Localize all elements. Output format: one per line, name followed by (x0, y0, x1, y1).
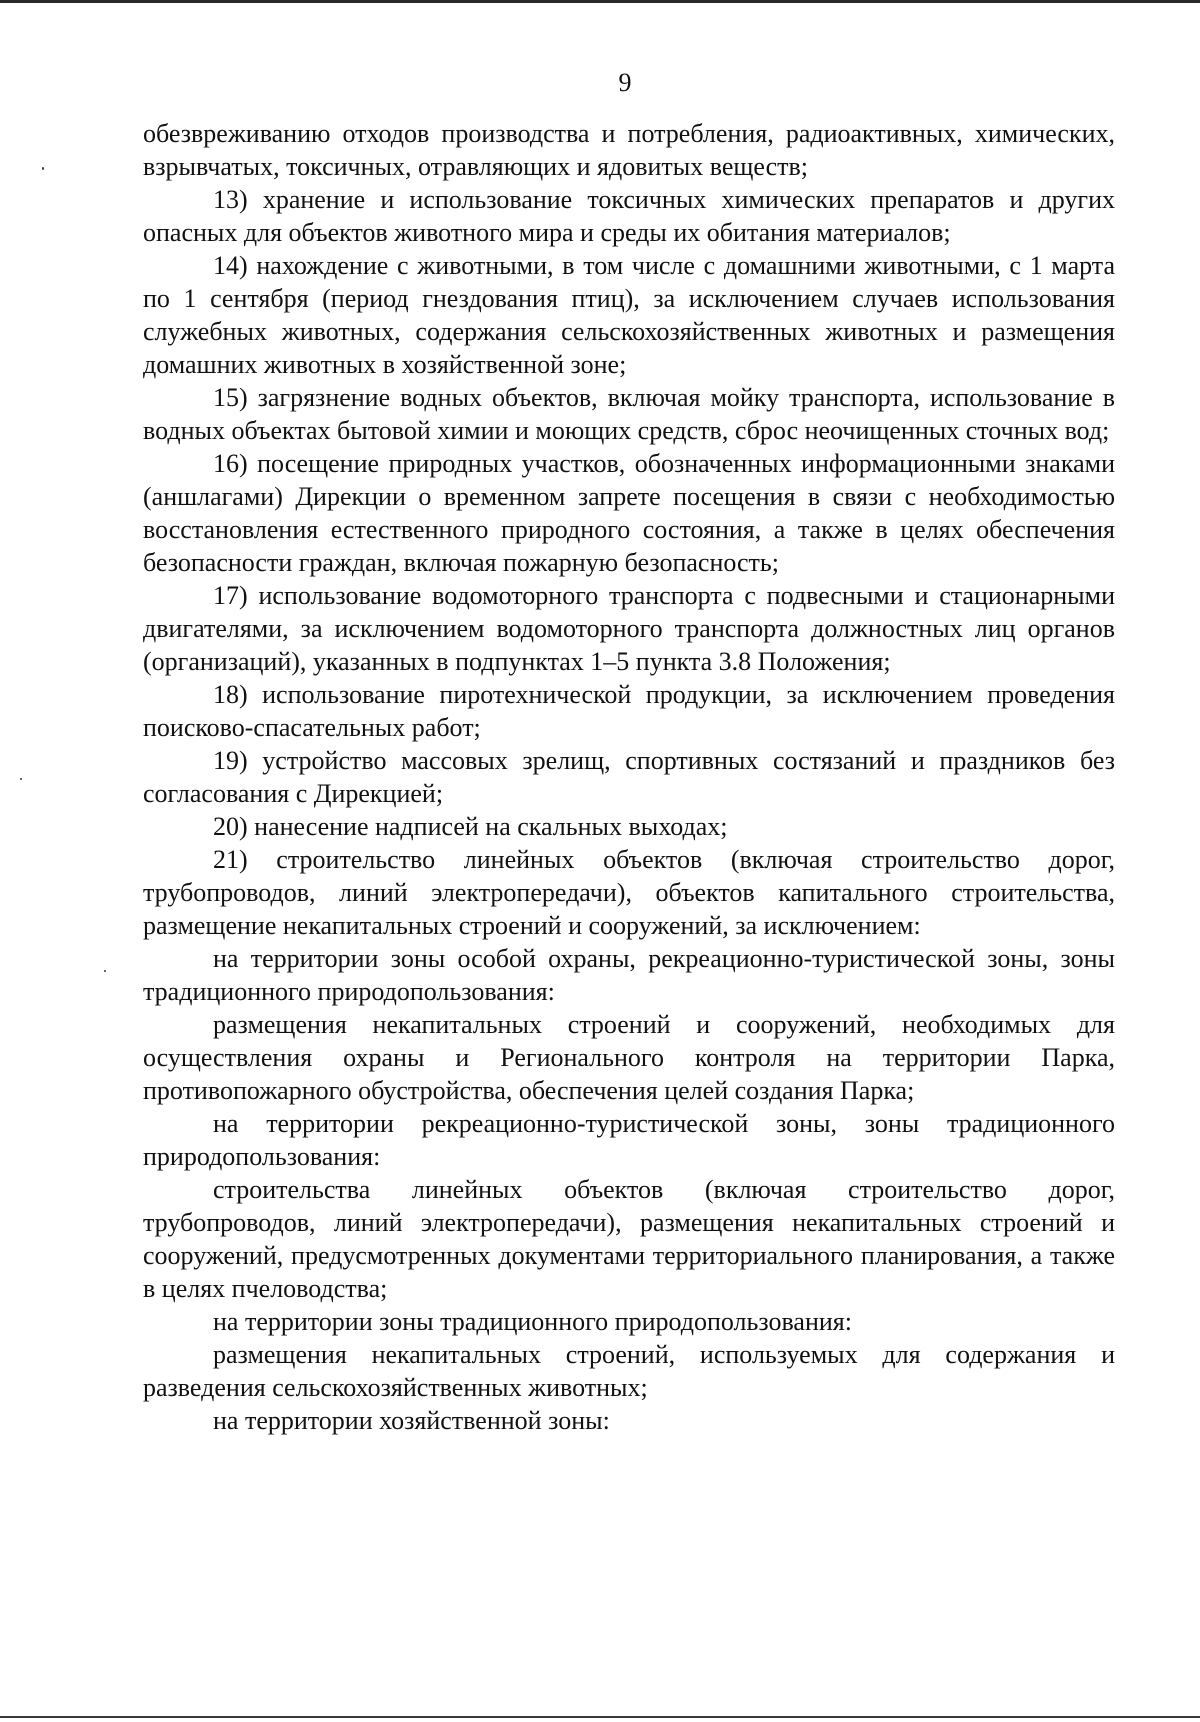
paragraph-zone-recreation: на территории рекреационно-туристической зоны, зоны традиционного природопользования: (143, 1109, 1115, 1171)
scan-speck (104, 970, 106, 972)
paragraph-continuation: обезвреживанию отходов производства и потребления, радиоактивных, химических, взрывчатых, токсичных, отравляющих и ядовитых веществ; (143, 119, 1115, 181)
paragraph-item-13: 13) хранение и использование токсичных химических препаратов и других опасных для объектов животного мира и среды их обитания материалов; (143, 185, 1115, 247)
page-number: 9 (618, 68, 632, 97)
paragraph-item-14: 14) нахождение с животными, в том числе с домашними животными, с 1 марта по 1 сентября (период гнездования птиц), за исключением случаев использования служебных животных, содержания сельскохозяйственных животных и размещения домашних животных в хозяйственной зоне; (143, 251, 1115, 379)
paragraph-zone-economic: на территории хозяйственной зоны: (213, 1406, 610, 1435)
bottom-scan-edge (0, 1716, 1200, 1718)
paragraph-item-15: 15) загрязнение водных объектов, включая мойку транспорта, использование в водных объектах бытовой химии и моющих средств, сброс неочищенных сточных вод; (143, 383, 1115, 445)
paragraph-item-20: 20) нанесение надписей на скальных выходах; (213, 812, 728, 841)
scan-speck (42, 167, 44, 170)
scan-speck (20, 778, 22, 780)
paragraph-item-17: 17) использование водомоторного транспорта с подвесными и стационарными двигателями, за исключением водомоторного транспорта должностных лиц органов (организаций), указанных в подпунктах 1–5 пункта 3.8 Положения; (143, 581, 1115, 676)
paragraph-item-19: 19) устройство массовых зрелищ, спортивных состязаний и праздников без согласования с Дирекцией; (143, 746, 1115, 808)
paragraph-nonpermanent-structures: размещения некапитальных строений и сооружений, необходимых для осуществления охраны и Регионального контроля на территории Парка, противопожарного обустройства, обеспечения целей создания Парка; (143, 1010, 1115, 1105)
paragraph-livestock-structures: размещения некапитальных строений, используемых для содержания и разведения сельскохозяйственных животных; (143, 1340, 1115, 1402)
paragraph-item-16: 16) посещение природных участков, обозначенных информационными знаками (аншлагами) Дирекции о временном запрете посещения в связи с необходимостью восстановления естественного природного состояния, а также в целях обеспечения безопасности граждан, включая пожарную безопасность; (143, 449, 1115, 577)
paragraph-item-21: 21) строительство линейных объектов (включая строительство дорог, трубопроводов, линий электропередачи), объектов капитального строительства, размещение некапитальных строений и сооружений, за исключением: (143, 845, 1115, 940)
paragraph-zone-traditional: на территории зоны традиционного природопользования: (213, 1307, 852, 1336)
document-body (143, 117, 1115, 1437)
paragraph-item-18: 18) использование пиротехнической продукции, за исключением проведения поисково-спасательных работ; (143, 680, 1115, 742)
paragraph-linear-objects: строительства линейных объектов (включая строительство дорог, трубопроводов, линий электропередачи), размещения некапитальных строений и сооружений, предусмотренных документами территориального планирования, а также в целях пчеловодства; (143, 1175, 1115, 1303)
top-scan-edge (0, 0, 1200, 3)
paragraph-zone-protection: на территории зоны особой охраны, рекреационно-туристической зоны, зоны традиционного природопользования: (143, 944, 1115, 1006)
